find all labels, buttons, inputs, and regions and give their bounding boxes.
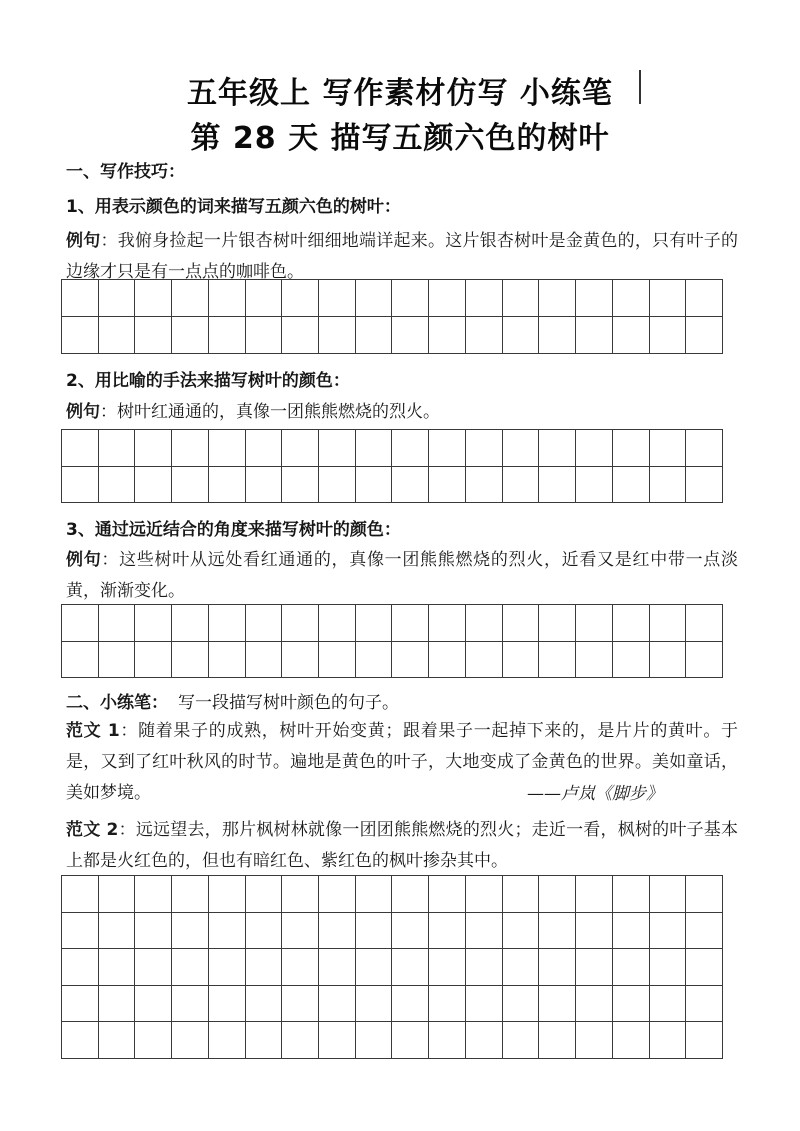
example-text: ：我俯身捡起一片银杏树叶细细地端详起来。这片银杏树叶是金黄色的，只有叶子的边缘才只是有一点点的咖啡色。 — [66, 231, 739, 282]
technique-2-example — [66, 397, 738, 428]
grid-cell[interactable] — [209, 467, 246, 504]
grid-cell[interactable] — [135, 876, 172, 913]
technique-1-heading: 1、用表示颜色的词来描写五颜六色的树叶： — [66, 197, 401, 217]
writing-grid-2[interactable] — [61, 429, 723, 503]
grid-cell[interactable] — [392, 986, 429, 1023]
grid-cell[interactable] — [135, 1022, 172, 1059]
grid-cell[interactable] — [356, 986, 393, 1023]
grid-cell[interactable] — [539, 317, 576, 354]
grid-cell[interactable] — [576, 642, 613, 679]
grid-cell[interactable] — [209, 642, 246, 679]
model-label: 范文 1 — [66, 721, 120, 741]
grid-cell[interactable] — [429, 317, 466, 354]
grid-cell[interactable] — [356, 605, 393, 642]
grid-cell[interactable] — [392, 605, 429, 642]
grid-cell[interactable] — [429, 280, 466, 317]
grid-cell[interactable] — [650, 913, 687, 950]
grid-cell[interactable] — [282, 642, 319, 679]
grid-cell[interactable] — [246, 605, 283, 642]
grid-cell[interactable] — [172, 430, 209, 467]
grid-cell[interactable] — [172, 642, 209, 679]
grid-cell[interactable] — [650, 949, 687, 986]
grid-cell[interactable] — [503, 913, 540, 950]
grid-cell[interactable] — [99, 913, 136, 950]
grid-cell[interactable] — [135, 430, 172, 467]
grid-cell[interactable] — [576, 1022, 613, 1059]
grid-cell[interactable] — [282, 430, 319, 467]
grid-cell[interactable] — [392, 317, 429, 354]
grid-cell[interactable] — [392, 949, 429, 986]
model-text: ：随着果子的成熟，树叶开始变黄；跟着果子一起掉下来的，是片片的黄叶。于是，又到了红叶秋风的时节。遍地是黄色的叶子，大地变成了金黄色的世界。美如童话，美如梦境。 — [66, 721, 739, 803]
grid-cell[interactable] — [282, 1022, 319, 1059]
example-text: ：这些树叶从远处看红通通的，真像一团熊熊燃烧的烈火，近看又是红中带一点淡黄，渐渐变化。 — [66, 550, 738, 601]
grid-cell[interactable] — [613, 605, 650, 642]
grid-cell[interactable] — [62, 913, 99, 950]
grid-cell[interactable] — [539, 949, 576, 986]
grid-cell[interactable] — [62, 280, 99, 317]
grid-cell[interactable] — [319, 876, 356, 913]
grid-cell[interactable] — [282, 913, 319, 950]
grid-cell[interactable] — [172, 467, 209, 504]
grid-cell[interactable] — [686, 876, 723, 913]
example-label: 例句 — [66, 550, 102, 570]
grid-cell[interactable] — [62, 642, 99, 679]
grid-cell[interactable] — [613, 280, 650, 317]
grid-cell[interactable] — [62, 949, 99, 986]
grid-cell[interactable] — [62, 605, 99, 642]
grid-cell[interactable] — [135, 605, 172, 642]
grid-cell[interactable] — [356, 280, 393, 317]
grid-cell[interactable] — [135, 986, 172, 1023]
grid-cell[interactable] — [172, 913, 209, 950]
grid-cell[interactable] — [539, 876, 576, 913]
grid-cell[interactable] — [356, 949, 393, 986]
grid-cell[interactable] — [466, 986, 503, 1023]
grid-cell[interactable] — [356, 1022, 393, 1059]
model-label: 范文 2 — [66, 820, 119, 840]
grid-cell[interactable] — [539, 280, 576, 317]
grid-cell[interactable] — [613, 986, 650, 1023]
grid-cell[interactable] — [392, 430, 429, 467]
grid-cell[interactable] — [356, 876, 393, 913]
grid-cell[interactable] — [686, 430, 723, 467]
grid-cell[interactable] — [392, 1022, 429, 1059]
grid-cell[interactable] — [282, 605, 319, 642]
grid-cell[interactable] — [686, 467, 723, 504]
grid-cell[interactable] — [650, 467, 687, 504]
grid-cell[interactable] — [503, 467, 540, 504]
grid-cell[interactable] — [650, 317, 687, 354]
grid-cell[interactable] — [686, 986, 723, 1023]
grid-cell[interactable] — [392, 280, 429, 317]
grid-cell[interactable] — [99, 280, 136, 317]
grid-cell[interactable] — [686, 949, 723, 986]
grid-cell[interactable] — [209, 317, 246, 354]
grid-cell[interactable] — [429, 913, 466, 950]
writing-grid-3[interactable] — [61, 604, 723, 678]
grid-cell[interactable] — [282, 876, 319, 913]
grid-cell[interactable] — [503, 876, 540, 913]
grid-cell[interactable] — [246, 642, 283, 679]
grid-cell[interactable] — [503, 1022, 540, 1059]
grid-cell[interactable] — [319, 986, 356, 1023]
grid-cell[interactable] — [319, 430, 356, 467]
model-essay-1-source: ——卢岚《脚步》 — [527, 784, 663, 804]
grid-cell[interactable] — [99, 317, 136, 354]
grid-cell[interactable] — [650, 876, 687, 913]
grid-cell[interactable] — [503, 986, 540, 1023]
grid-cell[interactable] — [613, 949, 650, 986]
grid-cell[interactable] — [650, 280, 687, 317]
grid-cell[interactable] — [539, 913, 576, 950]
grid-cell[interactable] — [319, 317, 356, 354]
grid-cell[interactable] — [613, 317, 650, 354]
grid-cell[interactable] — [99, 642, 136, 679]
grid-cell[interactable] — [429, 642, 466, 679]
example-label: 例句 — [66, 402, 100, 422]
grid-cell[interactable] — [62, 1022, 99, 1059]
grid-cell[interactable] — [135, 280, 172, 317]
grid-cell[interactable] — [503, 642, 540, 679]
grid-cell[interactable] — [282, 986, 319, 1023]
grid-cell[interactable] — [613, 876, 650, 913]
grid-cell[interactable] — [650, 1022, 687, 1059]
grid-cell[interactable] — [282, 317, 319, 354]
grid-cell[interactable] — [466, 430, 503, 467]
practice-heading-label: 二、小练笔： — [66, 693, 168, 713]
grid-cell[interactable] — [319, 642, 356, 679]
grid-cell[interactable] — [99, 876, 136, 913]
practice-task: 写一段描写树叶颜色的句子。 — [178, 693, 399, 713]
grid-cell[interactable] — [135, 913, 172, 950]
title-divider — [639, 70, 641, 104]
grid-cell[interactable] — [686, 642, 723, 679]
grid-cell[interactable] — [392, 876, 429, 913]
grid-cell[interactable] — [62, 876, 99, 913]
grid-cell[interactable] — [429, 1022, 466, 1059]
grid-cell[interactable] — [99, 986, 136, 1023]
grid-cell[interactable] — [613, 467, 650, 504]
technique-3-example — [66, 545, 738, 607]
grid-cell[interactable] — [209, 430, 246, 467]
grid-cell[interactable] — [319, 913, 356, 950]
grid-cell[interactable] — [613, 430, 650, 467]
grid-cell[interactable] — [686, 1022, 723, 1059]
grid-cell[interactable] — [466, 913, 503, 950]
grid-cell[interactable] — [503, 949, 540, 986]
grid-cell[interactable] — [172, 986, 209, 1023]
grid-cell[interactable] — [135, 467, 172, 504]
grid-cell[interactable] — [503, 605, 540, 642]
grid-cell[interactable] — [62, 467, 99, 504]
grid-cell[interactable] — [356, 913, 393, 950]
grid-cell[interactable] — [172, 949, 209, 986]
grid-cell[interactable] — [576, 913, 613, 950]
grid-cell[interactable] — [613, 642, 650, 679]
grid-cell[interactable] — [686, 317, 723, 354]
grid-cell[interactable] — [356, 317, 393, 354]
grid-cell[interactable] — [246, 280, 283, 317]
grid-cell[interactable] — [62, 986, 99, 1023]
grid-cell[interactable] — [503, 430, 540, 467]
grid-cell[interactable] — [172, 1022, 209, 1059]
grid-cell[interactable] — [172, 317, 209, 354]
model-text: ：远远望去，那片枫树林就像一团团熊熊燃烧的烈火；走近一看，枫树的叶子基本上都是火红色的，但也有暗红色、紫红色的枫叶掺杂其中。 — [66, 820, 739, 871]
grid-cell[interactable] — [172, 876, 209, 913]
grid-cell[interactable] — [539, 605, 576, 642]
grid-cell[interactable] — [356, 642, 393, 679]
grid-cell[interactable] — [99, 1022, 136, 1059]
grid-cell[interactable] — [209, 605, 246, 642]
grid-cell[interactable] — [686, 605, 723, 642]
grid-cell[interactable] — [356, 430, 393, 467]
grid-cell[interactable] — [246, 1022, 283, 1059]
grid-cell[interactable] — [466, 317, 503, 354]
grid-cell[interactable] — [392, 913, 429, 950]
grid-cell[interactable] — [172, 605, 209, 642]
grid-cell[interactable] — [246, 949, 283, 986]
grid-cell[interactable] — [319, 949, 356, 986]
worksheet-subtitle: 第 28 天 描写五颜六色的树叶 — [190, 121, 610, 156]
writing-grid-1[interactable] — [61, 279, 723, 354]
grid-cell[interactable] — [209, 1022, 246, 1059]
grid-cell[interactable] — [282, 467, 319, 504]
grid-cell[interactable] — [576, 467, 613, 504]
grid-cell[interactable] — [429, 467, 466, 504]
grid-cell[interactable] — [62, 317, 99, 354]
grid-cell[interactable] — [319, 605, 356, 642]
grid-cell[interactable] — [282, 280, 319, 317]
writing-grid-4[interactable] — [61, 875, 723, 1059]
grid-cell[interactable] — [99, 605, 136, 642]
grid-cell[interactable] — [466, 949, 503, 986]
grid-cell[interactable] — [319, 1022, 356, 1059]
grid-cell[interactable] — [576, 317, 613, 354]
grid-cell[interactable] — [246, 430, 283, 467]
grid-cell[interactable] — [613, 913, 650, 950]
grid-cell[interactable] — [99, 430, 136, 467]
grid-cell[interactable] — [429, 876, 466, 913]
example-label: 例句 — [66, 231, 101, 251]
grid-cell[interactable] — [246, 317, 283, 354]
grid-cell[interactable] — [429, 430, 466, 467]
grid-cell[interactable] — [539, 467, 576, 504]
grid-cell[interactable] — [686, 913, 723, 950]
grid-cell[interactable] — [576, 280, 613, 317]
grid-cell[interactable] — [466, 467, 503, 504]
worksheet-title: 五年级上 写作素材仿写 小练笔 — [187, 76, 613, 111]
grid-cell[interactable] — [209, 876, 246, 913]
grid-cell[interactable] — [429, 986, 466, 1023]
grid-cell[interactable] — [135, 642, 172, 679]
grid-cell[interactable] — [209, 949, 246, 986]
grid-cell[interactable] — [209, 986, 246, 1023]
grid-cell[interactable] — [99, 949, 136, 986]
model-essay-2 — [66, 815, 738, 877]
grid-cell[interactable] — [246, 876, 283, 913]
grid-cell[interactable] — [466, 642, 503, 679]
grid-cell[interactable] — [246, 986, 283, 1023]
grid-cell[interactable] — [135, 949, 172, 986]
grid-cell[interactable] — [650, 642, 687, 679]
grid-cell[interactable] — [650, 986, 687, 1023]
grid-cell[interactable] — [282, 949, 319, 986]
grid-cell[interactable] — [539, 642, 576, 679]
grid-cell[interactable] — [576, 876, 613, 913]
grid-cell[interactable] — [246, 467, 283, 504]
grid-cell[interactable] — [392, 467, 429, 504]
grid-cell[interactable] — [539, 1022, 576, 1059]
grid-cell[interactable] — [466, 605, 503, 642]
grid-cell[interactable] — [135, 317, 172, 354]
grid-cell[interactable] — [613, 1022, 650, 1059]
grid-cell[interactable] — [319, 467, 356, 504]
technique-3-heading: 3、通过远近结合的角度来描写树叶的颜色： — [66, 520, 401, 540]
grid-cell[interactable] — [466, 1022, 503, 1059]
grid-cell[interactable] — [503, 317, 540, 354]
grid-cell[interactable] — [576, 430, 613, 467]
grid-cell[interactable] — [686, 280, 723, 317]
grid-cell[interactable] — [539, 986, 576, 1023]
grid-cell[interactable] — [62, 430, 99, 467]
section-writing-skills-heading: 一、写作技巧： — [66, 162, 185, 182]
grid-cell[interactable] — [503, 280, 540, 317]
grid-cell[interactable] — [429, 605, 466, 642]
grid-cell[interactable] — [650, 430, 687, 467]
grid-cell[interactable] — [99, 467, 136, 504]
grid-cell[interactable] — [356, 467, 393, 504]
grid-cell[interactable] — [466, 876, 503, 913]
grid-cell[interactable] — [209, 913, 246, 950]
grid-cell[interactable] — [429, 949, 466, 986]
grid-cell[interactable] — [576, 986, 613, 1023]
grid-cell[interactable] — [246, 913, 283, 950]
grid-cell[interactable] — [172, 280, 209, 317]
technique-2-heading: 2、用比喻的手法来描写树叶的颜色： — [66, 371, 350, 391]
example-text: ：树叶红通通的，真像一团熊熊燃烧的烈火。 — [100, 402, 440, 422]
grid-cell[interactable] — [466, 280, 503, 317]
grid-cell[interactable] — [319, 280, 356, 317]
grid-cell[interactable] — [539, 430, 576, 467]
grid-cell[interactable] — [650, 605, 687, 642]
grid-cell[interactable] — [209, 280, 246, 317]
grid-cell[interactable] — [576, 949, 613, 986]
section-practice-heading — [66, 688, 399, 713]
grid-cell[interactable] — [576, 605, 613, 642]
grid-cell[interactable] — [392, 642, 429, 679]
